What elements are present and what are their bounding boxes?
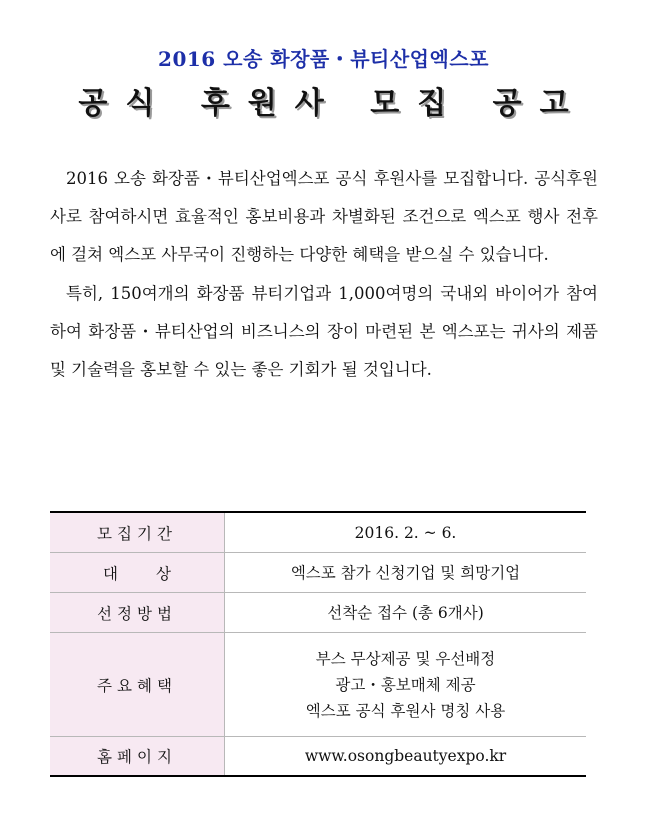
- event-subtitle: 2016 오송 화장품・뷰티산업엑스포: [158, 47, 489, 71]
- target-value: 엑스포 참가 신청기업 및 희망기업: [225, 553, 587, 593]
- selection-value: 선착순 접수 (총 6개사): [225, 593, 587, 633]
- selection-label: 선정방법: [50, 593, 225, 633]
- notice-body: [50, 160, 598, 389]
- table-row-homepage: [50, 737, 586, 777]
- recruitment-info-table: [50, 511, 586, 777]
- benefits-label: 주요혜택: [50, 633, 225, 737]
- table-row-selection: [50, 593, 586, 633]
- target-label: 대상: [50, 553, 225, 593]
- table-row-benefits: [50, 633, 586, 737]
- homepage-label: 홈페이지: [50, 737, 225, 777]
- table-row-target: [50, 553, 586, 593]
- notice-title: 공식 후원사 모집 공고: [78, 86, 587, 121]
- intro-paragraph-2: 특히, 150여개의 화장품 뷰티기업과 1,000여명의 국내외 바이어가 참여하여 화장품・뷰티산업의 비즈니스의 장이 마련된 본 엑스포는 귀사의 제품 및 기술력을 홍보할 수 있는 좋은 기회가 될 것입니다.: [50, 283, 598, 380]
- period-value: 2016. 2. ~ 6.: [225, 512, 587, 553]
- benefits-value: [225, 633, 587, 737]
- intro-paragraph-1: 2016 오송 화장품・뷰티산업엑스포 공식 후원사를 모집합니다. 공식후원사로 참여하시면 효율적인 홍보비용과 차별화된 조건으로 엑스포 행사 전후에 걸쳐 엑스포 사무국이 진행하는 다양한 혜택을 받으실 수 있습니다.: [50, 169, 598, 265]
- homepage-value[interactable]: www.osongbeautyexpo.kr: [304, 747, 507, 765]
- benefit-item: 엑스포 공식 후원사 명칭 사용: [305, 701, 506, 720]
- period-label: 모집기간: [50, 512, 225, 553]
- table-row-period: [50, 512, 586, 553]
- benefit-item: 부스 무상제공 및 우선배정: [315, 649, 496, 668]
- benefit-item: 광고・홍보매체 제공: [335, 675, 476, 694]
- notice-header: [0, 44, 647, 124]
